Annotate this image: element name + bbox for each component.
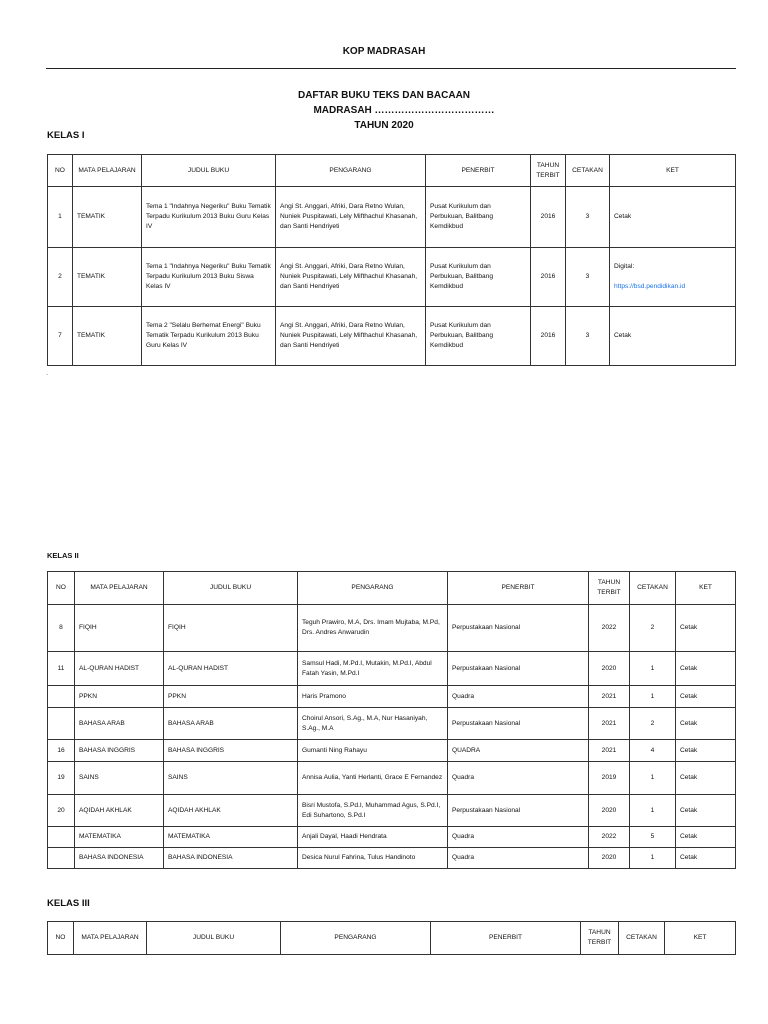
table-row [48, 762, 736, 795]
header-pengarang: PENGARANG [276, 155, 426, 187]
table-row [48, 652, 736, 686]
header-no: NO [48, 155, 73, 187]
cell-pengarang: Annisa Aulia, Yanti Herlanti, Grace E Fernandez [298, 762, 448, 795]
cell-ket: Cetak [676, 605, 736, 652]
cell-mapel: SAINS [75, 762, 164, 795]
cell-cetakan: 1 [630, 848, 676, 869]
cell-ket [610, 248, 736, 307]
cell-ket: Cetak [676, 740, 736, 762]
cell-pengarang: Anjali Dayal, Haadi Hendrata [298, 827, 448, 848]
table-header-row [48, 572, 736, 605]
cell-ket: Cetak [676, 762, 736, 795]
cell-mapel: TEMATIK [73, 307, 142, 366]
table-row [48, 827, 736, 848]
cell-penerbit: Pusat Kurikulum dan Perbukuan, Balitbang Kemdikbud [426, 307, 531, 366]
cell-penerbit: Quadra [448, 848, 589, 869]
cell-mapel: MATEMATIKA [75, 827, 164, 848]
cell-penerbit: Perpustakaan Nasional [448, 605, 589, 652]
cell-ket: Cetak [610, 307, 736, 366]
cell-no: 20 [48, 795, 75, 827]
cell-no [48, 708, 75, 740]
cell-cetakan: 1 [630, 652, 676, 686]
cell-ket: Cetak [676, 848, 736, 869]
header-ket: KET [610, 155, 736, 187]
cell-mapel: BAHASA INGGRIS [75, 740, 164, 762]
cell-mapel: PPKN [75, 686, 164, 708]
cell-tahun: 2022 [589, 827, 630, 848]
header-penerbit: PENERBIT [426, 155, 531, 187]
cell-judul: MATEMATIKA [164, 827, 298, 848]
cell-pengarang: Gumanti Ning Rahayu [298, 740, 448, 762]
cell-penerbit: Quadra [448, 762, 589, 795]
section-label-kelas-2: KELAS II [47, 551, 79, 560]
cell-no: 2 [48, 248, 73, 307]
table-row [48, 740, 736, 762]
cell-tahun: 2016 [531, 187, 566, 248]
header-tahun-terbit: TAHUN TERBIT [531, 155, 566, 187]
cell-pengarang: Desica Nurul Fahrina, Tulus Handinoto [298, 848, 448, 869]
cell-cetakan: 1 [630, 795, 676, 827]
table-row [48, 708, 736, 740]
cell-ket: Cetak [676, 708, 736, 740]
cell-pengarang: Samsul Hadi, M.Pd.I, Mutakin, M.Pd.I, Abdul Fatah Yasin, M.Pd.I [298, 652, 448, 686]
header-penerbit: PENERBIT [431, 922, 581, 955]
cell-tahun: 2016 [531, 307, 566, 366]
header-pengarang: PENGARANG [281, 922, 431, 955]
cell-judul: BAHASA INDONESIA [164, 848, 298, 869]
cell-tahun: 2021 [589, 740, 630, 762]
cell-penerbit: Quadra [448, 686, 589, 708]
table-row [48, 187, 736, 248]
cell-pengarang: Haris Pramono [298, 686, 448, 708]
cell-cetakan: 3 [566, 187, 610, 248]
cell-no [48, 848, 75, 869]
cell-penerbit: QUADRA [448, 740, 589, 762]
table-row [48, 605, 736, 652]
cell-judul: PPKN [164, 686, 298, 708]
cell-judul: BAHASA INGGRIS [164, 740, 298, 762]
header-no: NO [48, 922, 74, 955]
cell-mapel: FIQIH [75, 605, 164, 652]
cell-judul: FIQIH [164, 605, 298, 652]
cell-cetakan: 3 [566, 248, 610, 307]
cell-tahun: 2020 [589, 848, 630, 869]
cell-judul: AQIDAH AKHLAK [164, 795, 298, 827]
section-label-kelas-1: KELAS I [47, 130, 85, 141]
cell-cetakan: 1 [630, 762, 676, 795]
cell-pengarang: Angi St. Anggari, Afriki, Dara Retno Wulan, Nuniek Puspitawati, Lely Mifthachul Khasanah, dan Santi Hendriyeti [276, 248, 426, 307]
title-line-3: TAHUN 2020 [354, 120, 414, 131]
cell-ket: Cetak [676, 652, 736, 686]
header-tahun-terbit: TAHUN TERBIT [589, 572, 630, 605]
cell-no [48, 686, 75, 708]
table-kelas-2 [47, 571, 736, 869]
ket-digital-label: Digital: [614, 263, 635, 270]
cell-tahun: 2020 [589, 795, 630, 827]
table-row [48, 686, 736, 708]
cell-no: 7 [48, 307, 73, 366]
table-kelas-1 [47, 154, 736, 366]
header-tahun-terbit: TAHUN TERBIT [581, 922, 619, 955]
cell-cetakan: 1 [630, 686, 676, 708]
header-judul-buku: JUDUL BUKU [142, 155, 276, 187]
cell-cetakan: 5 [630, 827, 676, 848]
stray-dot: . [46, 368, 49, 377]
cell-tahun: 2022 [589, 605, 630, 652]
table-row [48, 248, 736, 307]
letterhead-title: KOP MADRASAH [342, 46, 426, 57]
table-kelas-3 [47, 921, 736, 955]
cell-no [48, 827, 75, 848]
cell-mapel: TEMATIK [73, 248, 142, 307]
cell-mapel: BAHASA ARAB [75, 708, 164, 740]
cell-ket: Cetak [610, 187, 736, 248]
cell-penerbit: Quadra [448, 827, 589, 848]
cell-judul: Tema 2 "Selalu Berhemat Energi" Buku Tematik Terpadu Kurikulum 2013 Buku Guru Kelas IV [142, 307, 276, 366]
cell-ket: Cetak [676, 795, 736, 827]
title-line-2: MADRASAH ……………………………… [313, 105, 495, 116]
cell-pengarang: Angi St. Anggari, Afriki, Dara Retno Wulan, Nuniek Puspitawati, Lely Mifthachul Khasanah, dan Santi Hendriyeti [276, 187, 426, 248]
cell-penerbit: Perpustakaan Nasional [448, 652, 589, 686]
table-row [48, 307, 736, 366]
cell-judul: SAINS [164, 762, 298, 795]
cell-pengarang: Angi St. Anggari, Afriki, Dara Retno Wulan, Nuniek Puspitawati, Lely Mifthachul Khasanah, dan Santi Hendriyeti [276, 307, 426, 366]
header-ket: KET [676, 572, 736, 605]
cell-ket: Cetak [676, 827, 736, 848]
cell-mapel: AL-QURAN HADIST [75, 652, 164, 686]
table-row [48, 795, 736, 827]
header-judul-buku: JUDUL BUKU [147, 922, 281, 955]
cell-cetakan: 4 [630, 740, 676, 762]
cell-tahun: 2016 [531, 248, 566, 307]
cell-penerbit: Perpustakaan Nasional [448, 795, 589, 827]
cell-no: 8 [48, 605, 75, 652]
bsd-pendidikan-link[interactable]: https://bsd.pendidikan.id [614, 283, 686, 290]
cell-tahun: 2021 [589, 686, 630, 708]
cell-mapel: AQIDAH AKHLAK [75, 795, 164, 827]
cell-mapel: BAHASA INDONESIA [75, 848, 164, 869]
cell-penerbit: Perpustakaan Nasional [448, 708, 589, 740]
table-header-row [48, 155, 736, 187]
cell-judul: BAHASA ARAB [164, 708, 298, 740]
cell-no: 16 [48, 740, 75, 762]
cell-penerbit: Pusat Kurikulum dan Perbukuan, Balitbang Kemdikbud [426, 187, 531, 248]
cell-tahun: 2021 [589, 708, 630, 740]
cell-pengarang: Choirul Ansori, S.Ag., M.A, Nur Hasaniyah, S.Ag., M.A [298, 708, 448, 740]
cell-cetakan: 3 [566, 307, 610, 366]
letterhead-divider [46, 68, 736, 69]
section-label-kelas-3: KELAS III [47, 898, 90, 909]
cell-judul: Tema 1 "Indahnya Negeriku" Buku Tematik Terpadu Kurikulum 2013 Buku Siswa Kelas IV [142, 248, 276, 307]
header-mata-pelajaran: MATA PELAJARAN [73, 155, 142, 187]
header-judul-buku: JUDUL BUKU [164, 572, 298, 605]
header-no: NO [48, 572, 75, 605]
cell-no: 11 [48, 652, 75, 686]
cell-cetakan: 2 [630, 708, 676, 740]
header-penerbit: PENERBIT [448, 572, 589, 605]
cell-penerbit: Pusat Kurikulum dan Perbukuan, Balitbang Kemdikbud [426, 248, 531, 307]
header-cetakan: CETAKAN [619, 922, 665, 955]
cell-no: 1 [48, 187, 73, 248]
table-header-row [48, 922, 736, 955]
header-mata-pelajaran: MATA PELAJARAN [74, 922, 147, 955]
cell-pengarang: Teguh Prawiro, M.A, Drs. Imam Mujtaba, M.Pd, Drs. Andres Anwarudin [298, 605, 448, 652]
cell-ket: Cetak [676, 686, 736, 708]
cell-judul: Tema 1 "Indahnya Negeriku" Buku Tematik Terpadu Kurikulum 2013 Buku Guru Kelas IV [142, 187, 276, 248]
document-title [0, 88, 768, 133]
cell-judul: AL-QURAN HADIST [164, 652, 298, 686]
cell-pengarang: Bisri Mustofa, S.Pd.I, Muhammad Agus, S.Pd.I, Edi Suhartono, S.Pd.I [298, 795, 448, 827]
header-mata-pelajaran: MATA PELAJARAN [75, 572, 164, 605]
table-row [48, 848, 736, 869]
cell-tahun: 2019 [589, 762, 630, 795]
cell-no: 19 [48, 762, 75, 795]
cell-mapel: TEMATIK [73, 187, 142, 248]
title-line-1: DAFTAR BUKU TEKS DAN BACAAN [297, 90, 471, 101]
header-pengarang: PENGARANG [298, 572, 448, 605]
header-ket: KET [665, 922, 736, 955]
header-cetakan: CETAKAN [566, 155, 610, 187]
cell-cetakan: 2 [630, 605, 676, 652]
cell-tahun: 2020 [589, 652, 630, 686]
header-cetakan: CETAKAN [630, 572, 676, 605]
